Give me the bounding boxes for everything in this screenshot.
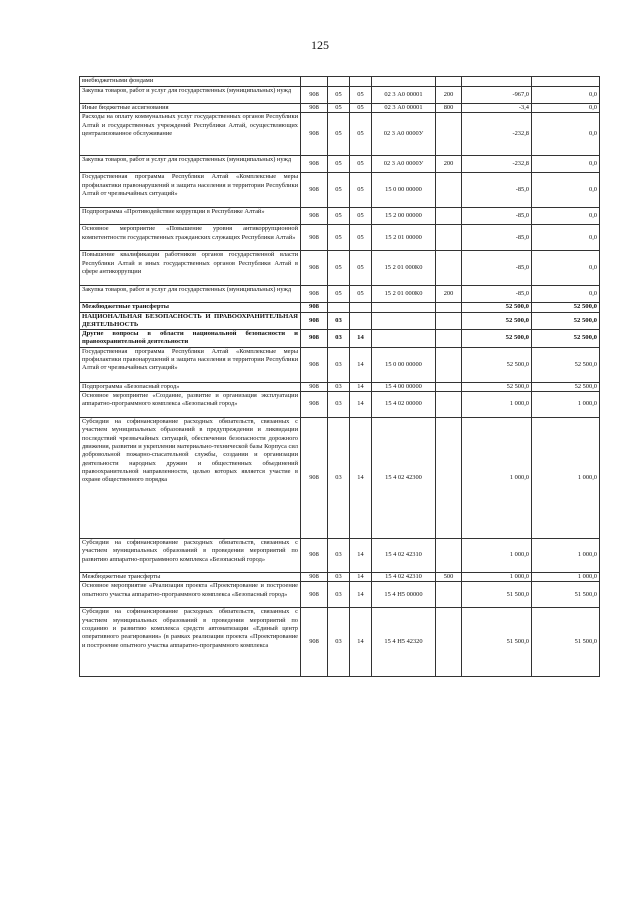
row-name: Субсидии на софинансирование расходных обязательств, связанных с участием муниципальных образований в предупреждении и ликвидации последствий чрезвычайных ситуаций, обеспечении безопасности дорожного движения, развитии и укреплении материально-технической базы Корпуса сил добровольной пожарно-спасательной службы, создании и организации деятельности народных дружин и общественных объединений правоохранительной направленности, целью которых является участие в охране общественного порядка: [80, 418, 301, 539]
cell-pr: [350, 77, 372, 87]
cell-sum-1: -85,0: [462, 251, 532, 286]
cell-pr: 14: [350, 382, 372, 391]
cell-pr: 14: [350, 608, 372, 677]
table-row: [80, 303, 600, 312]
cell-vr: [436, 225, 462, 251]
cell-sum-1: -967,0: [462, 87, 532, 104]
cell-sum-2: 52 500,0: [532, 330, 600, 348]
cell-sum-2: 52 500,0: [532, 382, 600, 391]
cell-rz: 03: [328, 582, 350, 608]
cell-gr: 908: [301, 87, 328, 104]
cell-gr: 908: [301, 156, 328, 173]
cell-sum-1: 1 000,0: [462, 539, 532, 573]
cell-vr: [436, 77, 462, 87]
cell-cs: [372, 303, 436, 312]
table-row: [80, 608, 600, 677]
cell-gr: [301, 77, 328, 87]
cell-cs: 15 0 00 00000: [372, 347, 436, 382]
cell-sum-1: -85,0: [462, 225, 532, 251]
cell-gr: 908: [301, 303, 328, 312]
cell-vr: [436, 608, 462, 677]
cell-gr: 908: [301, 225, 328, 251]
cell-cs: 15 4 Н5 42320: [372, 608, 436, 677]
cell-cs: 15 0 00 00000: [372, 173, 436, 208]
cell-sum-1: -232,8: [462, 156, 532, 173]
cell-cs: 15 2 00 00000: [372, 208, 436, 225]
cell-sum-1: -3,4: [462, 104, 532, 113]
cell-gr: 908: [301, 173, 328, 208]
cell-pr: 05: [350, 225, 372, 251]
cell-rz: 05: [328, 87, 350, 104]
table-row: [80, 392, 600, 418]
cell-sum-2: [532, 77, 600, 87]
cell-pr: 14: [350, 330, 372, 348]
cell-pr: 05: [350, 286, 372, 303]
cell-cs: 15 2 01 00000: [372, 225, 436, 251]
cell-cs: 02 3 А0 0000У: [372, 156, 436, 173]
cell-pr: 05: [350, 113, 372, 156]
cell-sum-2: 0,0: [532, 286, 600, 303]
cell-pr: [350, 303, 372, 312]
table-body: [80, 77, 600, 677]
row-name: Повышение квалификации работников органов государственной власти Республики Алтай и иных государственных органов Республики Алтай в сфере антикоррупции: [80, 251, 301, 286]
cell-vr: [436, 392, 462, 418]
cell-cs: 15 4 00 00000: [372, 382, 436, 391]
cell-vr: [436, 382, 462, 391]
cell-gr: 908: [301, 104, 328, 113]
cell-sum-1: -232,8: [462, 113, 532, 156]
cell-sum-2: 0,0: [532, 113, 600, 156]
cell-cs: 15 4 02 42310: [372, 539, 436, 573]
row-name: Основное мероприятие «Реализация проекта «Проектирование и построение опытного участка аппаратно-программного комплекса «Безопасный город»: [80, 582, 301, 608]
cell-sum-2: 0,0: [532, 104, 600, 113]
budget-table: [79, 76, 600, 677]
table-row: [80, 418, 600, 539]
row-name: Субсидии на софинансирование расходных обязательств, связанных с участием муниципальных образований в проведении мероприятий по развитию аппаратно-программного комплекса «Безопасный город»: [80, 539, 301, 573]
cell-gr: 908: [301, 347, 328, 382]
cell-sum-1: -85,0: [462, 208, 532, 225]
cell-sum-2: 51 500,0: [532, 608, 600, 677]
cell-sum-2: 0,0: [532, 156, 600, 173]
cell-vr: 500: [436, 573, 462, 582]
cell-sum-2: 0,0: [532, 208, 600, 225]
row-name: Подпрограмма «Безопасный город»: [80, 382, 301, 391]
row-name: Подпрограмма «Противодействие коррупции в Республике Алтай»: [80, 208, 301, 225]
cell-gr: 908: [301, 539, 328, 573]
table-row: [80, 156, 600, 173]
table-row: [80, 286, 600, 303]
row-name: Иные бюджетные ассигнования: [80, 104, 301, 113]
row-name: внебюджетными фондами: [80, 77, 301, 87]
table-row: [80, 104, 600, 113]
cell-sum-1: [462, 77, 532, 87]
cell-sum-2: 1 000,0: [532, 418, 600, 539]
cell-vr: [436, 582, 462, 608]
cell-rz: 03: [328, 330, 350, 348]
table-row: [80, 573, 600, 582]
cell-pr: 05: [350, 251, 372, 286]
cell-pr: 14: [350, 582, 372, 608]
cell-cs: 02 3 А0 0000У: [372, 113, 436, 156]
cell-gr: 908: [301, 113, 328, 156]
table-row: [80, 113, 600, 156]
cell-rz: 03: [328, 539, 350, 573]
row-name: Межбюджетные трансферты: [80, 573, 301, 582]
cell-rz: 03: [328, 347, 350, 382]
cell-pr: 14: [350, 573, 372, 582]
cell-sum-2: 0,0: [532, 225, 600, 251]
cell-sum-1: 52 500,0: [462, 312, 532, 330]
cell-vr: [436, 173, 462, 208]
cell-rz: 03: [328, 608, 350, 677]
cell-pr: 14: [350, 392, 372, 418]
cell-rz: 05: [328, 286, 350, 303]
cell-pr: [350, 312, 372, 330]
cell-sum-2: 1 000,0: [532, 392, 600, 418]
cell-vr: 200: [436, 156, 462, 173]
cell-rz: 05: [328, 104, 350, 113]
cell-sum-2: 52 500,0: [532, 303, 600, 312]
cell-sum-1: 52 500,0: [462, 330, 532, 348]
cell-cs: 15 2 01 000К0: [372, 286, 436, 303]
cell-rz: [328, 303, 350, 312]
cell-rz: 05: [328, 208, 350, 225]
table-row: [80, 382, 600, 391]
cell-sum-2: 0,0: [532, 173, 600, 208]
cell-pr: 05: [350, 156, 372, 173]
cell-vr: [436, 539, 462, 573]
row-name: Закупка товаров, работ и услуг для государственных (муниципальных) нужд: [80, 286, 301, 303]
table-row: [80, 330, 600, 348]
cell-vr: [436, 347, 462, 382]
cell-sum-1: 1 000,0: [462, 392, 532, 418]
cell-gr: 908: [301, 330, 328, 348]
cell-sum-2: 1 000,0: [532, 539, 600, 573]
cell-vr: [436, 418, 462, 539]
cell-cs: 15 4 02 00000: [372, 392, 436, 418]
page-number: 125: [311, 38, 329, 52]
cell-sum-1: 52 500,0: [462, 382, 532, 391]
cell-pr: 14: [350, 539, 372, 573]
row-name: Межбюджетные трансферты: [80, 303, 301, 312]
cell-vr: 200: [436, 286, 462, 303]
row-name: НАЦИОНАЛЬНАЯ БЕЗОПАСНОСТЬ И ПРАВООХРАНИТЕЛЬНАЯ ДЕЯТЕЛЬНОСТЬ: [80, 312, 301, 330]
cell-pr: 05: [350, 173, 372, 208]
cell-sum-2: 52 500,0: [532, 347, 600, 382]
cell-sum-1: -85,0: [462, 173, 532, 208]
row-name: Государственная программа Республики Алтай «Комплексные меры профилактики правонарушений и защита населения и территории Республики Алтай от чрезвычайных ситуаций»: [80, 347, 301, 382]
cell-sum-2: 51 500,0: [532, 582, 600, 608]
cell-sum-2: 0,0: [532, 251, 600, 286]
cell-cs: 15 4 Н5 00000: [372, 582, 436, 608]
row-name: Закупка товаров, работ и услуг для государственных (муниципальных) нужд: [80, 156, 301, 173]
row-name: Основное мероприятие «Повышение уровня антикоррупционной компетентности государственных гражданских служащих Республики Алтай»: [80, 225, 301, 251]
cell-vr: 800: [436, 104, 462, 113]
table-row: [80, 225, 600, 251]
cell-rz: 05: [328, 251, 350, 286]
table-row: [80, 312, 600, 330]
cell-cs: 15 4 02 42300: [372, 418, 436, 539]
cell-gr: 908: [301, 208, 328, 225]
cell-sum-1: 1 000,0: [462, 573, 532, 582]
cell-gr: 908: [301, 608, 328, 677]
cell-rz: 03: [328, 382, 350, 391]
cell-cs: 02 3 А0 00001: [372, 87, 436, 104]
cell-sum-2: 1 000,0: [532, 573, 600, 582]
cell-gr: 908: [301, 582, 328, 608]
cell-vr: [436, 303, 462, 312]
cell-gr: 908: [301, 418, 328, 539]
cell-gr: 908: [301, 382, 328, 391]
table-row: [80, 251, 600, 286]
table-row: [80, 347, 600, 382]
table-row: [80, 208, 600, 225]
cell-rz: 03: [328, 573, 350, 582]
cell-sum-1: 1 000,0: [462, 418, 532, 539]
cell-pr: 14: [350, 347, 372, 382]
table-row: [80, 77, 600, 87]
cell-cs: 15 4 02 42310: [372, 573, 436, 582]
cell-gr: 908: [301, 573, 328, 582]
cell-vr: 200: [436, 87, 462, 104]
cell-rz: 03: [328, 418, 350, 539]
row-name: Государственная программа Республики Алтай «Комплексные меры профилактики правонарушений и защита населения и территории Республики Алтай от чрезвычайных ситуаций»: [80, 173, 301, 208]
cell-sum-1: -85,0: [462, 286, 532, 303]
cell-vr: [436, 208, 462, 225]
cell-rz: [328, 77, 350, 87]
cell-cs: 15 2 01 000К0: [372, 251, 436, 286]
table-row: [80, 173, 600, 208]
cell-vr: [436, 330, 462, 348]
cell-gr: 908: [301, 286, 328, 303]
cell-cs: [372, 330, 436, 348]
table-row: [80, 87, 600, 104]
table-row: [80, 582, 600, 608]
cell-rz: 05: [328, 113, 350, 156]
cell-vr: [436, 113, 462, 156]
cell-gr: 908: [301, 392, 328, 418]
row-name: Расходы на оплату коммунальных услуг государственных органов Республики Алтай и государственных учреждений Республики Алтай, осуществляющих централизованное обслуживание: [80, 113, 301, 156]
cell-sum-2: 0,0: [532, 87, 600, 104]
cell-sum-1: 51 500,0: [462, 608, 532, 677]
cell-rz: 03: [328, 312, 350, 330]
cell-rz: 05: [328, 225, 350, 251]
cell-cs: [372, 312, 436, 330]
row-name: Закупка товаров, работ и услуг для государственных (муниципальных) нужд: [80, 87, 301, 104]
cell-vr: [436, 251, 462, 286]
row-name: Другие вопросы в области национальной безопасности и правоохранительной деятельности: [80, 330, 301, 348]
cell-pr: 14: [350, 418, 372, 539]
row-name: Основное мероприятие «Создание, развитие и организация эксплуатации аппаратно-программного комплекса «Безопасный город»: [80, 392, 301, 418]
cell-rz: 05: [328, 156, 350, 173]
cell-pr: 05: [350, 104, 372, 113]
cell-pr: 05: [350, 87, 372, 104]
cell-sum-2: 52 500,0: [532, 312, 600, 330]
cell-gr: 908: [301, 312, 328, 330]
cell-sum-1: 52 500,0: [462, 303, 532, 312]
cell-sum-1: 52 500,0: [462, 347, 532, 382]
cell-vr: [436, 312, 462, 330]
cell-pr: 05: [350, 208, 372, 225]
cell-gr: 908: [301, 251, 328, 286]
cell-sum-1: 51 500,0: [462, 582, 532, 608]
table-row: [80, 539, 600, 573]
cell-rz: 03: [328, 392, 350, 418]
cell-cs: 02 3 А0 00001: [372, 104, 436, 113]
cell-cs: [372, 77, 436, 87]
cell-rz: 05: [328, 173, 350, 208]
row-name: Субсидии на софинансирование расходных обязательств, связанных с участием муниципальных образований в проведении мероприятий по созданию и развитию комплекса средств автоматизации «Единый центр оперативного реагирования» (в рамках реализации проекта «Проектирование и построение опытного участка аппаратно-программного комплекса: [80, 608, 301, 677]
